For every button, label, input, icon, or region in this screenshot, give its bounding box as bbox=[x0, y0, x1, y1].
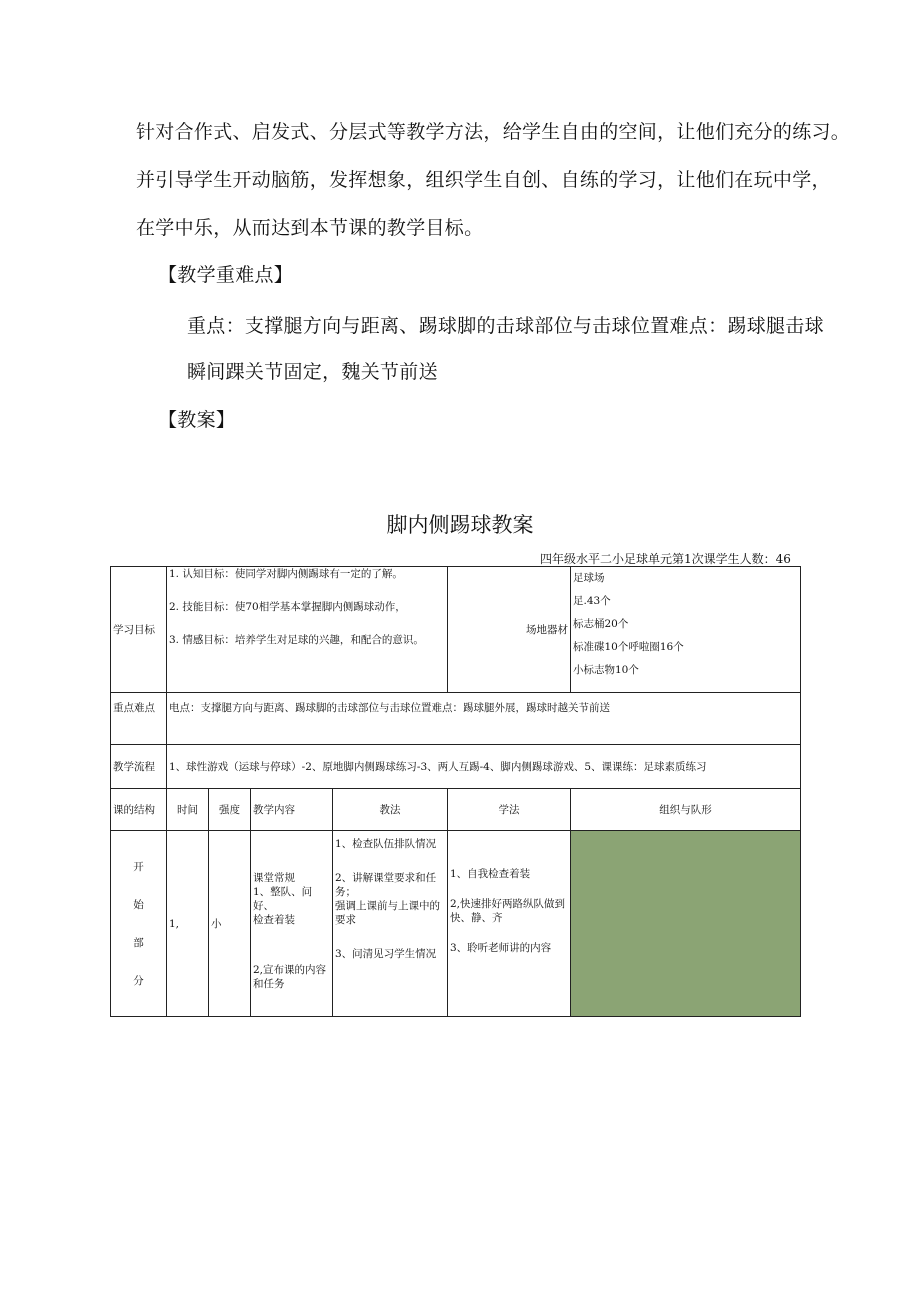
intro-line-3: 在学中乐，从而达到本节课的教学目标。 bbox=[136, 217, 484, 239]
lesson-plan-table bbox=[110, 566, 801, 1017]
venue-label: 场地器材 bbox=[448, 567, 571, 693]
header-study: 学法 bbox=[448, 789, 571, 831]
content-line: 和任务 bbox=[253, 978, 285, 990]
part-char: 始 bbox=[133, 898, 144, 911]
content-line: 1、整队、问 bbox=[253, 886, 313, 898]
method-line: 强调上课前与上课中的要求 bbox=[335, 900, 440, 926]
method-line: 1、检查队伍排队情况 bbox=[335, 838, 437, 850]
intro-line-2: 并引导学生开动脑筋，发挥想象，组织学生自创、自练的学习，让他们在玩中学， bbox=[136, 169, 831, 191]
key-difficulty-label: 重点难点 bbox=[111, 693, 167, 745]
key-points-line-1: 重点：支撑腿方向与距离、踢球脚的击球部位与击球位置难点：踢球腿击球 bbox=[187, 315, 824, 337]
class-info-line: 四年级水平二小足球单元第1次课学生人数：46 bbox=[540, 552, 791, 566]
method-cell bbox=[333, 831, 448, 1017]
venue-item: 标准碟10个呼啦圈16个 bbox=[573, 641, 684, 653]
goal-skill: 2. 技能目标：使70相学基本掌握脚内侧踢球动作， bbox=[169, 601, 406, 613]
content-line: 2,宣布课的内容 bbox=[253, 964, 327, 976]
header-content: 教学内容 bbox=[251, 789, 333, 831]
study-line: 3、聆听老师讲的内容 bbox=[450, 942, 552, 954]
header-structure: 课的结构 bbox=[111, 789, 167, 831]
key-difficulty-text: 电点：支撑腿方向与距离、踢球脚的击球部位与击球位置难点：踢球腿外展，踢球时越关节前送 bbox=[167, 693, 801, 745]
part-start-cell bbox=[111, 831, 167, 1017]
content-line: 检查着装 bbox=[253, 914, 295, 926]
part-char: 分 bbox=[133, 974, 144, 987]
venue-item: 足球场 bbox=[573, 572, 605, 584]
study-line: 2,快速排好两路纵队做到快、静、齐 bbox=[450, 898, 566, 924]
part-char: 开 bbox=[133, 860, 144, 873]
goals-label: 学习目标 bbox=[111, 567, 167, 693]
intro-line-1: 针对合作式、启发式、分层式等教学方法，给学生自由的空间，让他们充分的练习。 bbox=[136, 121, 851, 143]
method-line: 2、讲解课堂要求和任务； bbox=[335, 872, 437, 898]
document-title: 脚内侧踢球教案 bbox=[386, 513, 534, 537]
venue-item: 足.43个 bbox=[573, 595, 611, 607]
venue-item: 小标志物10个 bbox=[573, 664, 639, 676]
venue-item: 标志桶20个 bbox=[573, 618, 629, 630]
teaching-flow-label: 教学流程 bbox=[111, 745, 167, 789]
content-line: 好、 bbox=[253, 900, 274, 912]
content-line: 课堂常规 bbox=[253, 872, 295, 884]
header-method: 教法 bbox=[333, 789, 448, 831]
header-organization: 组织与队形 bbox=[571, 789, 801, 831]
content-cell bbox=[251, 831, 333, 1017]
header-intensity: 强度 bbox=[209, 789, 251, 831]
key-points-heading: 【教学重难点】 bbox=[158, 264, 294, 286]
method-line: 3、问清见习学生情况 bbox=[335, 948, 437, 960]
plan-heading: 【教案】 bbox=[158, 409, 236, 431]
venue-equipment-cell bbox=[571, 567, 801, 693]
part-char: 部 bbox=[133, 936, 144, 949]
goal-emotion: 3. 情感目标：培养学生对足球的兴趣，和配合的意识。 bbox=[169, 634, 424, 646]
study-cell bbox=[448, 831, 571, 1017]
key-points-line-2: 瞬间踝关节固定，魏关节前送 bbox=[187, 361, 438, 383]
intensity-value: 小 bbox=[209, 831, 251, 1017]
goals-cell bbox=[167, 567, 448, 693]
teaching-flow-text: 1、球性游戏（运球与停球）-2、原地脚内侧踢球练习-3、两人互踢-4、脚内侧踢球游戏、5、课课练：足球素质练习 bbox=[167, 745, 801, 789]
goal-cognitive: 1. 认知目标：使同学对脚内侧踢球有一定的了解。 bbox=[169, 568, 403, 580]
study-line: 1、自我检查着装 bbox=[450, 868, 531, 880]
time-value: 1, bbox=[167, 831, 209, 1017]
header-time: 时间 bbox=[167, 789, 209, 831]
formation-image bbox=[571, 831, 801, 1017]
